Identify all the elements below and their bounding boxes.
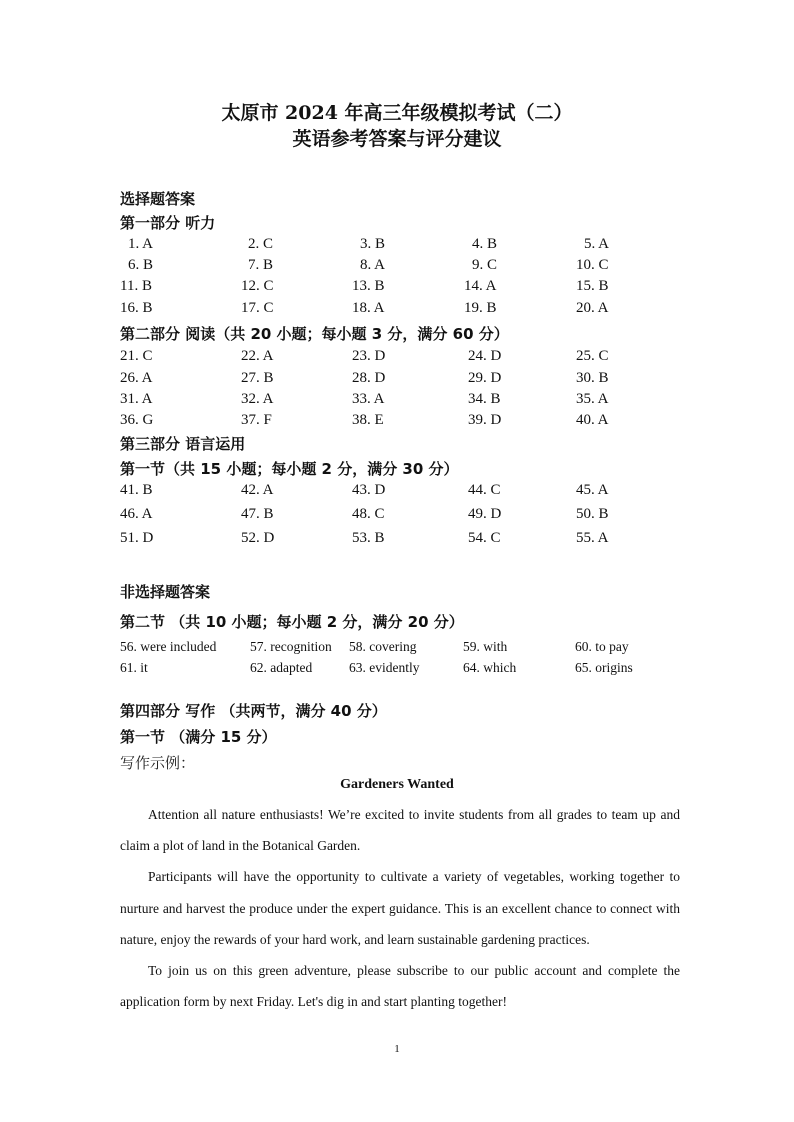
answer-cell: 31. A (120, 391, 153, 407)
answer-cell: 52. D (241, 530, 275, 546)
answer-cell: 57. recognition (250, 639, 332, 654)
answer-cell: 21. C (120, 348, 153, 364)
page-subtitle: 英语参考答案与评分建议 (292, 128, 502, 150)
part3-heading: 第三部分 语言运用 (120, 435, 246, 453)
answer-cell: 3. B (360, 236, 386, 252)
answer-cell: 53. B (352, 530, 385, 546)
answer-cell: 62. adapted (250, 660, 313, 675)
answer-cell: 30. B (576, 370, 609, 386)
answer-cell: 2. C (248, 236, 274, 252)
part1-heading: 第一部分 听力 (120, 214, 216, 232)
answer-cell: 49. D (468, 506, 502, 522)
answer-cell: 1. A (128, 236, 154, 252)
answer-cell: 60. to pay (575, 639, 629, 654)
answer-cell: 41. B (120, 482, 153, 498)
answer-cell: 22. A (241, 348, 274, 364)
answer-cell: 4. B (472, 236, 498, 252)
answer-cell: 26. A (120, 370, 153, 386)
answer-cell: 15. B (576, 278, 609, 294)
essay-body (120, 799, 680, 1017)
part4-heading: 第四部分 写作 （共两节，满分 40 分） (120, 702, 387, 720)
part3-section2-heading: 第二节 （共 10 小题；每小题 2 分，满分 20 分） (120, 613, 464, 631)
answer-cell: 17. C (241, 300, 274, 316)
answer-cell: 14. A (464, 278, 497, 294)
answer-cell: 46. A (120, 506, 153, 522)
answer-cell: 40. A (576, 412, 609, 428)
answer-cell: 6. B (128, 257, 154, 273)
mc-heading: 选择题答案 (120, 190, 196, 208)
answer-cell: 20. A (576, 300, 609, 316)
answer-cell: 13. B (352, 278, 385, 294)
answer-cell: 33. A (352, 391, 385, 407)
part2-heading: 第二部分 阅读（共 20 小题；每小题 3 分，满分 60 分） (120, 325, 509, 343)
answer-cell: 55. A (576, 530, 609, 546)
answer-cell: 8. A (360, 257, 386, 273)
answer-cell: 64. which (463, 660, 517, 675)
answer-cell: 29. D (468, 370, 502, 386)
answer-cell: 48. C (352, 506, 385, 522)
answer-cell: 16. B (120, 300, 153, 316)
page-number: 1 (394, 1043, 400, 1055)
essay-title: Gardeners Wanted (340, 777, 454, 792)
answer-cell: 35. A (576, 391, 609, 407)
answer-cell: 43. D (352, 482, 386, 498)
answer-cell: 54. C (468, 530, 501, 546)
answer-cell: 5. A (584, 236, 610, 252)
answer-cell: 42. A (241, 482, 274, 498)
essay-paragraph: Participants will have the opportunity to cultivate a variety of vegetables, working together to nurture and harvest the produce under the expert guidance. This is an excellent chance to connect with nature, enjoy the rewards of your hard work, and learn sustainable gardening practices. (120, 869, 680, 947)
answer-cell: 59. with (463, 639, 508, 654)
sample-label: 写作示例： (120, 754, 196, 772)
answer-cell: 36. G (120, 412, 154, 428)
answer-cell: 28. D (352, 370, 386, 386)
answer-cell: 63. evidently (349, 660, 420, 675)
answer-cell: 47. B (241, 506, 274, 522)
answer-cell: 58. covering (349, 639, 417, 654)
answer-cell: 39. D (468, 412, 502, 428)
page-title: 太原市 2024 年高三年级模拟考试（二） (221, 102, 573, 124)
answer-cell: 27. B (241, 370, 274, 386)
answer-cell: 11. B (120, 278, 152, 294)
nonmc-heading: 非选择题答案 (120, 583, 211, 601)
answer-cell: 56. were included (120, 639, 217, 654)
answer-cell: 10. C (576, 257, 609, 273)
answer-cell: 32. A (241, 391, 274, 407)
answer-cell: 34. B (468, 391, 501, 407)
answer-cell: 65. origins (575, 660, 633, 675)
answer-cell: 19. B (464, 300, 497, 316)
essay-paragraph: To join us on this green adventure, please subscribe to our public account and complete the application form by next Friday. Let's dig in and start planting together! (120, 963, 680, 1010)
answer-cell: 44. C (468, 482, 501, 498)
answer-cell: 45. A (576, 482, 609, 498)
answer-cell: 25. C (576, 348, 609, 364)
part4-section1-heading: 第一节 （满分 15 分） (120, 728, 277, 746)
answer-cell: 51. D (120, 530, 154, 546)
answer-cell: 7. B (248, 257, 274, 273)
part3-section1-heading: 第一节（共 15 小题；每小题 2 分，满分 30 分） (120, 460, 459, 478)
answer-cell: 18. A (352, 300, 385, 316)
answer-cell: 38. E (352, 412, 384, 428)
answer-cell: 23. D (352, 348, 386, 364)
answer-cell: 37. F (241, 412, 272, 428)
answer-cell: 61. it (120, 660, 148, 675)
answer-cell: 50. B (576, 506, 609, 522)
answer-cell: 9. C (472, 257, 498, 273)
answer-cell: 24. D (468, 348, 502, 364)
answer-cell: 12. C (241, 278, 274, 294)
essay-paragraph: Attention all nature enthusiasts! We’re excited to invite students from all grades to team up and claim a plot of land in the Botanical Garden. (120, 807, 680, 854)
